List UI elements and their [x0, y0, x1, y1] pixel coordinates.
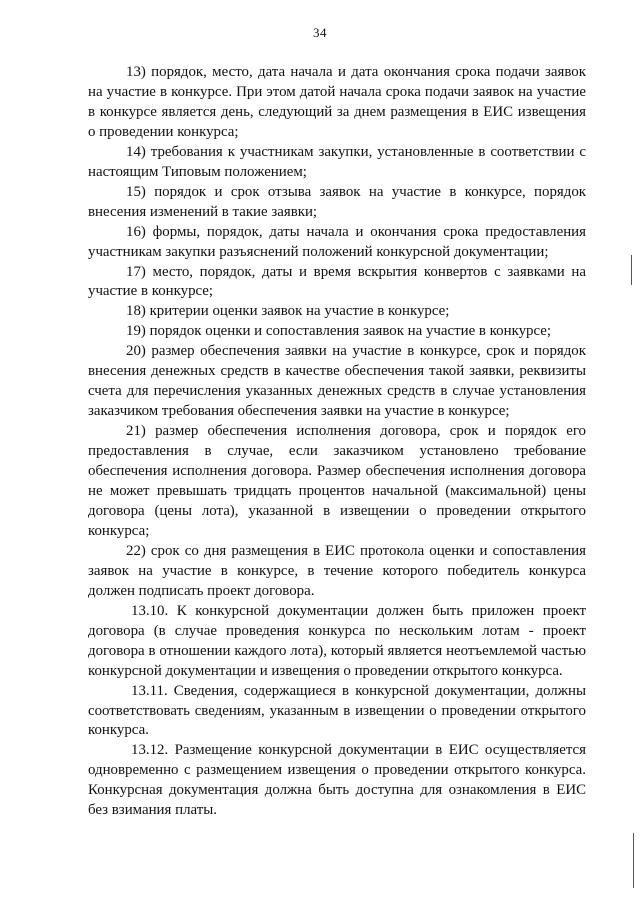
- list-item-18: 18) критерии оценки заявок на участие в конкурсе;: [126, 303, 450, 320]
- list-item-16: 16) формы, порядок, даты начала и окончания срока предоставления участникам закупки разъяснений положений конкурсной документации;: [88, 223, 586, 260]
- list-item-21: 21) размер обеспечения исполнения договора, срок и порядок его предоставления в случае, если заказчиком установлено требование обеспечения исполнения договора. Размер обеспечения исполнения договора не может превышать тридцать процентов начальной (максимальной) цены договора (цены лота), указанной в извещении о проведении открытого конкурса;: [88, 423, 586, 539]
- list-item-22: 22) срок со дня размещения в ЕИС протокола оценки и сопоставления заявок на участие в конкурсе, в течение которого победитель конкурса должен подписать проект договора.: [88, 542, 586, 599]
- clause-13-10: 13.10. К конкурсной документации должен быть приложен проект договора (в случае проведения конкурса по нескольким лотам - проект договора в отношении каждого лота), который является неотъемлемой частью конкурсной документации и извещения о проведении открытого конкурса.: [88, 602, 586, 679]
- list-item-14: 14) требования к участникам закупки, установленные в соответствии с настоящим Типовым положением;: [88, 143, 586, 180]
- list-item-13: 13) порядок, место, дата начала и дата окончания срока подачи заявок на участие в конкурсе. При этом датой начала срока подачи заявок на участие в конкурсе является день, следующий за днем размещения в ЕИС извещения о проведении конкурса;: [88, 64, 586, 140]
- clause-13-12: 13.12. Размещение конкурсной документации в ЕИС осуществляется одновременно с размещением извещения о проведении открытого конкурса. Конкурсная документация должна быть доступна для ознакомления в ЕИС без взимания платы.: [88, 742, 586, 819]
- list-item-17: 17) место, порядок, даты и время вскрытия конвертов с заявками на участие в конкурсе;: [88, 263, 586, 300]
- scan-artifact-line: [631, 255, 632, 285]
- list-item-20: 20) размер обеспечения заявки на участие в конкурсе, срок и порядок внесения денежных средств в качестве обеспечения такой заявки, реквизиты счета для перечисления указанных денежных средств в случае установления заказчиком требования обеспечения заявки на участие в конкурсе;: [88, 343, 586, 420]
- page-number: 34: [313, 25, 327, 40]
- scan-artifact-line: [633, 833, 634, 888]
- list-item-15: 15) порядок и срок отзыва заявок на участие в конкурсе, порядок внесения изменений в такие заявки;: [88, 183, 586, 220]
- document-body: [88, 63, 586, 821]
- list-item-19: 19) порядок оценки и сопоставления заявок на участие в конкурсе;: [126, 323, 552, 340]
- clause-13-11: 13.11. Сведения, содержащиеся в конкурсной документации, должны соответствовать сведениям, указанным в извещении о проведении открытого конкурса.: [88, 682, 586, 739]
